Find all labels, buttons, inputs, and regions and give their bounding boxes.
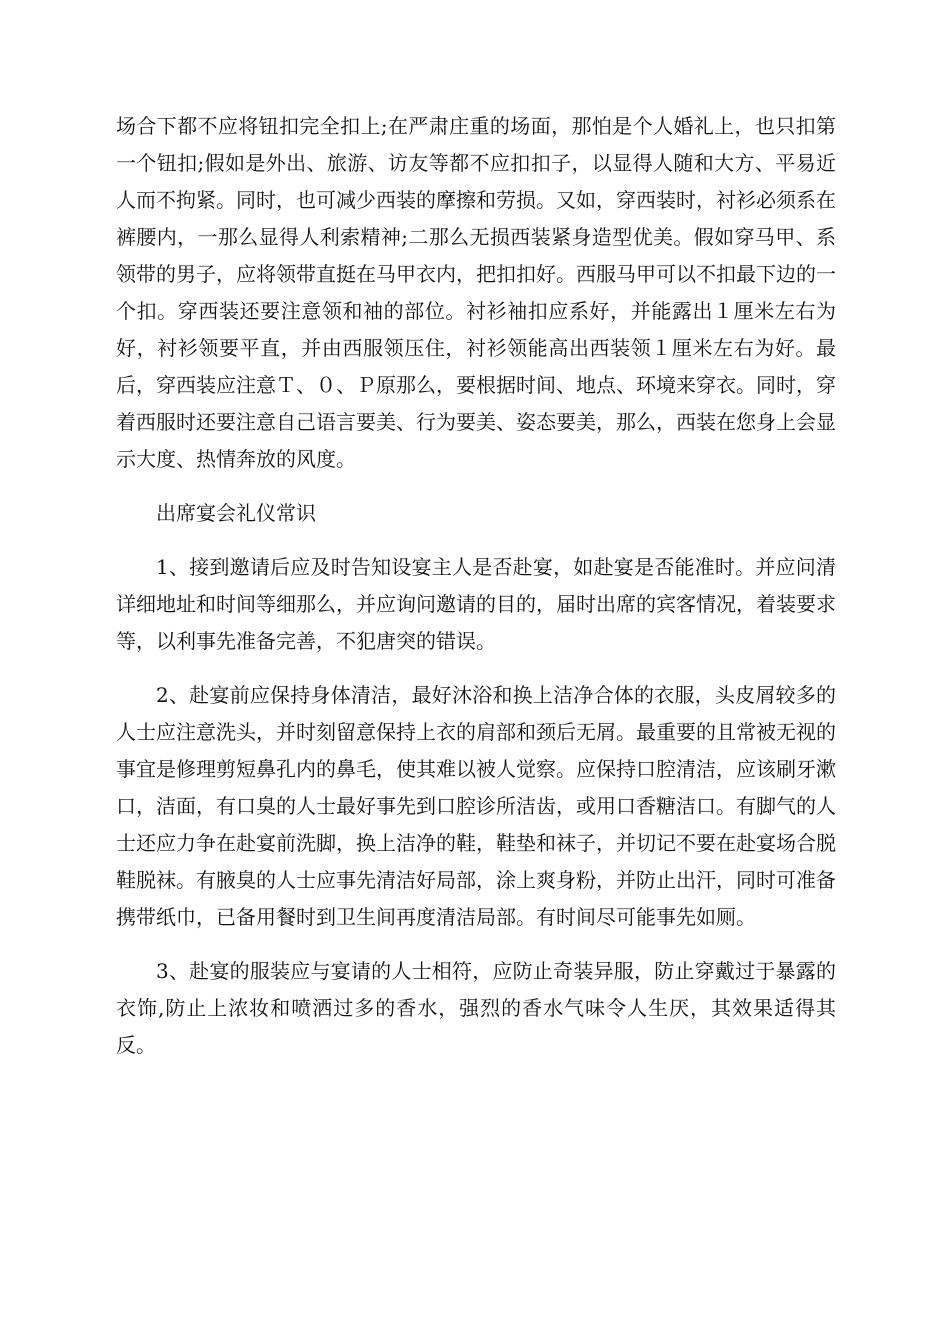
paragraph-item-3: 3、赴宴的服装应与宴请的人士相符，应防止奇装异服，防止穿戴过于暴露的衣饰,防止上浓妆和喷洒过多的香水，强烈的香水气味令人生厌，其效果适得其反。 (116, 959, 836, 1057)
document-body (116, 108, 836, 1064)
paragraph-item-2: 2、赴宴前应保持身体清洁，最好沐浴和换上洁净合体的衣服，头皮屑较多的人士应注意洗头，并时刻留意保持上衣的肩部和颈后无屑。最重要的且常被无视的事宜是修理剪短鼻孔内的鼻毛，使其难以被人觉察。应保持口腔清洁，应该刷牙漱口，洁面，有口臭的人士最好事先到口腔诊所洁齿，或用口香糖洁口。有脚气的人士还应力争在赴宴前洗脚，换上洁净的鞋，鞋垫和袜子，并切记不要在赴宴场合脱鞋脱袜。有腋臭的人士应事先清洁好局部，涂上爽身粉，并防止出汗，同时可准备携带纸巾，已备用餐时到卫生间再度清洁局部。有时间尽可能事先如厕。 (116, 683, 836, 929)
section-heading-banquet-etiquette: 出席宴会礼仪常识 (156, 501, 316, 525)
paragraph-item-1: 1、接到邀请后应及时告知设宴主人是否赴宴，如赴宴是否能准时。并应问清详细地址和时间等细那么，并应询问邀请的目的，届时出席的宾客情况，着装要求等，以利事先准备完善，不犯唐突的错误。 (116, 555, 836, 653)
paragraph-suit-etiquette: 场合下都不应将钮扣完全扣上;在严肃庄重的场面，那怕是个人婚礼上，也只扣第一个钮扣;假如是外出、旅游、访友等都不应扣扣子，以显得人随和大方、平易近人而不拘紧。同时，也可减少西装的摩擦和劳损。又如，穿西装时，衬衫必须系在裤腰内，一那么显得人利索精神;二那么无损西装紧身造型优美。假如穿马甲、系领带的男子，应将领带直挺在马甲衣内，把扣扣好。西服马甲可以不扣最下边的一个扣。穿西装还要注意领和袖的部位。衬衫袖扣应系好，并能露出１厘米左右为好，衬衫领要平直，并由西服领压住，衬衫领能高出西装领１厘米左右为好。最后，穿西装应注意Ｔ、０、Ｐ原那么，要根据时间、地点、环境来穿衣。同时，穿着西服时还要注意自己语言要美、行为要美、姿态要美，那么，西装在您身上会显示大度、热情奔放的风度。 (116, 114, 836, 471)
